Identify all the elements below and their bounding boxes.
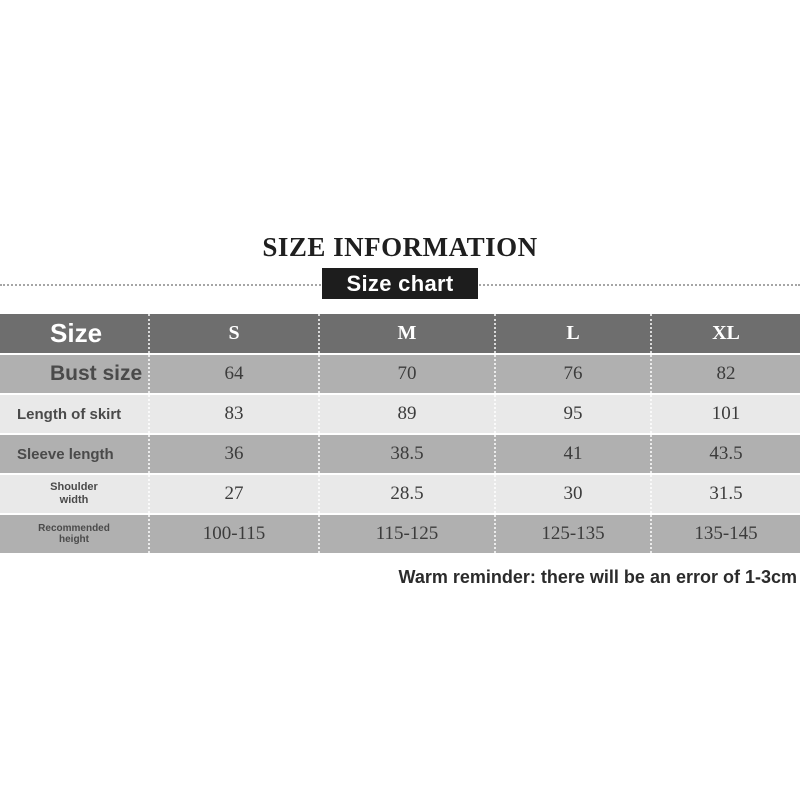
subtitle-badge: Size chart (322, 268, 478, 299)
size-table (0, 314, 800, 555)
row-label-line: Shoulder (50, 481, 98, 493)
row-label: Length of skirt (0, 395, 150, 433)
table-row-bust (0, 355, 800, 395)
table-cell: 28.5 (320, 475, 496, 513)
table-cell: 125-135 (496, 515, 652, 553)
header-cell-size: Size (0, 314, 150, 353)
header-cell-l: L (496, 314, 652, 353)
table-cell: 27 (150, 475, 320, 513)
header-cell-s: S (150, 314, 320, 353)
table-cell: 38.5 (320, 435, 496, 473)
table-cell: 76 (496, 355, 652, 393)
row-label (0, 515, 150, 553)
table-cell: 70 (320, 355, 496, 393)
header-cell-xl: XL (712, 322, 740, 344)
table-cell: 101 (711, 403, 741, 424)
page-title: SIZE INFORMATION (262, 232, 538, 262)
table-row-recommended-height (0, 515, 800, 555)
table-cell: 100-115 (150, 515, 320, 553)
table-cell: 135-145 (694, 523, 758, 544)
table-cell: 41 (496, 435, 652, 473)
table-row-skirt-length (0, 395, 800, 435)
table-cell: 43.5 (709, 443, 743, 464)
table-header-row (0, 314, 800, 355)
row-label-line: width (59, 494, 89, 506)
table-cell: 82 (716, 363, 736, 384)
table-cell: 83 (150, 395, 320, 433)
row-label-line: height (59, 534, 89, 545)
row-label: Bust size (0, 355, 150, 393)
table-cell: 89 (320, 395, 496, 433)
row-label (0, 475, 150, 513)
table-cell: 36 (150, 435, 320, 473)
table-cell: 64 (150, 355, 320, 393)
table-row-shoulder-width (0, 475, 800, 515)
table-cell: 31.5 (709, 483, 743, 504)
table-row-sleeve-length (0, 435, 800, 475)
row-label-line: Recommended (38, 523, 110, 534)
table-cell: 115-125 (320, 515, 496, 553)
table-cell: 30 (496, 475, 652, 513)
row-label: Sleeve length (0, 435, 150, 473)
header-cell-m: M (320, 314, 496, 353)
table-cell: 95 (496, 395, 652, 433)
warm-reminder-note: Warm reminder: there will be an error of 1-3cm (398, 567, 797, 587)
